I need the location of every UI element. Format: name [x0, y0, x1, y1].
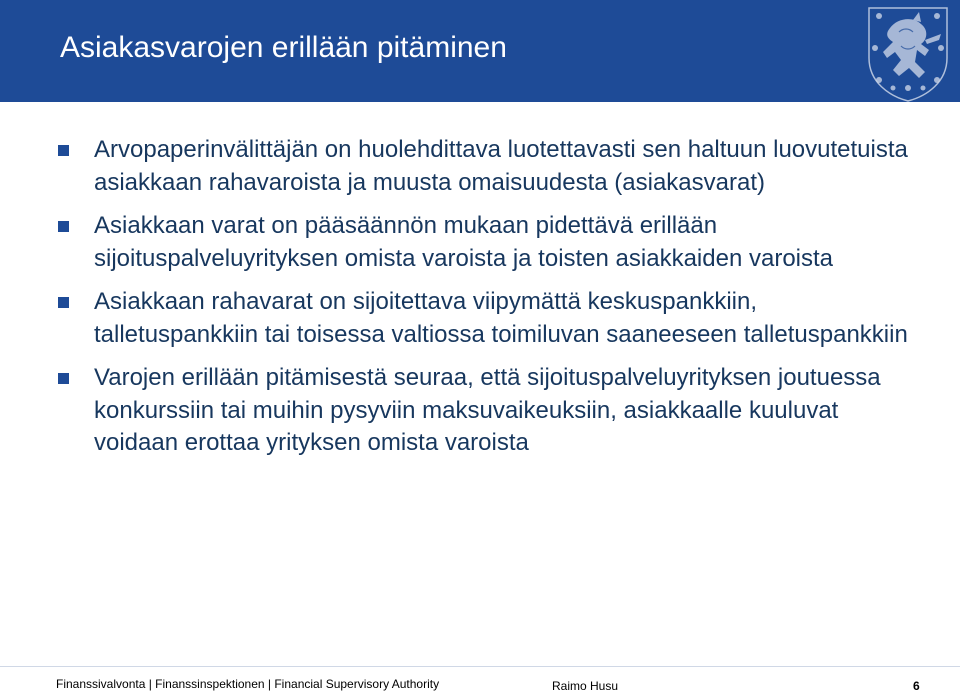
list-item	[58, 362, 918, 460]
list-item	[58, 286, 918, 351]
square-bullet-icon	[58, 221, 69, 232]
footer-organization: Finanssivalvonta | Finanssinspektionen | Financial Supervisory Authority	[56, 677, 440, 691]
square-bullet-icon	[58, 145, 69, 156]
bullet-list	[58, 134, 918, 471]
list-item	[58, 134, 918, 199]
square-bullet-icon	[58, 373, 69, 384]
slide-title: Asiakasvarojen erillään pitäminen	[60, 31, 507, 64]
finnish-lion-coat-of-arms-icon	[855, 0, 960, 102]
footer-divider	[0, 666, 960, 667]
footer-author: Raimo Husu	[552, 679, 619, 693]
page-number: 6	[913, 679, 920, 693]
bullet-text: Asiakkaan rahavarat on sijoitettava viipymättä keskuspankkiin, talletuspankkiin tai toisessa valtiossa toimiluvan saaneeseen talletuspankkiin	[94, 288, 908, 348]
list-item	[58, 210, 918, 275]
square-bullet-icon	[58, 297, 69, 308]
bullet-text: Arvopaperinvälittäjän on huolehdittava luotettavasti sen haltuun luovutetuista asiakkaan rahavaroista ja muusta omaisuudesta (asiakasvarat)	[94, 136, 908, 196]
bullet-text: Asiakkaan varat on pääsäännön mukaan pidettävä erillään sijoituspalveluyrityksen omista varoista ja toisten asiakkaiden varoista	[94, 212, 834, 272]
bullet-text: Varojen erillään pitämisestä seuraa, että sijoituspalveluyrityksen joutuessa konkurssiin tai muihin pysyviin maksuvaikeuksiin, asiakkaalle kuuluvat voidaan erottaa yrityksen omista varoista	[94, 364, 881, 456]
